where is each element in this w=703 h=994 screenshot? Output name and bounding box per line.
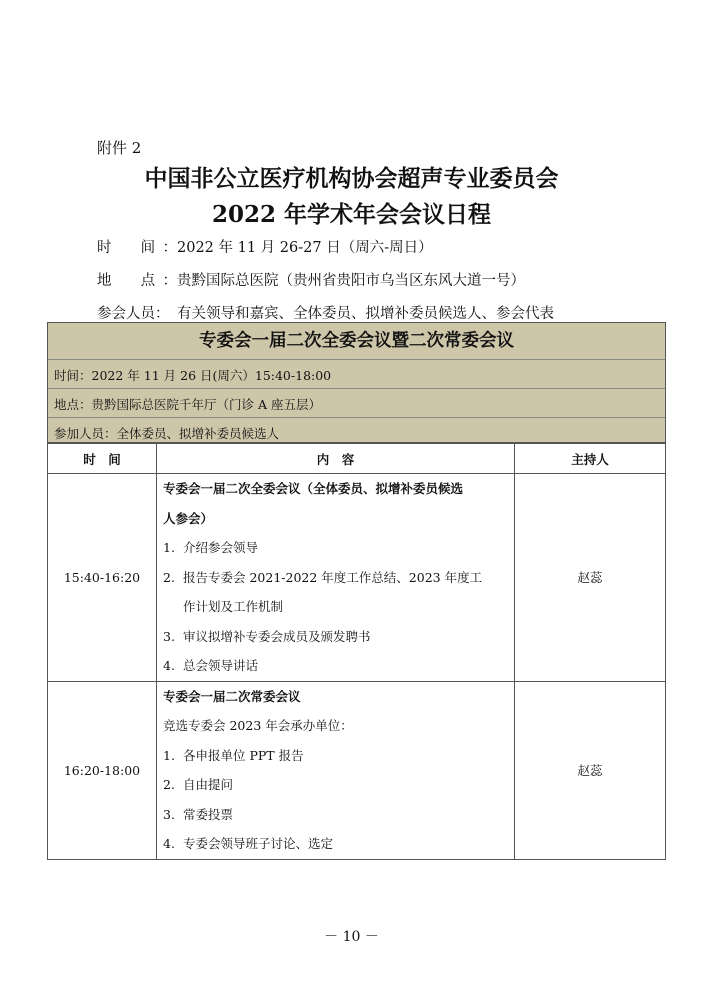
item-text: 审议拟增补专委会成员及颁发聘书 [183, 628, 371, 644]
meta-time-value: 2022 年 11 月 26-27 日（周六-周日） [177, 240, 433, 256]
document-subtitle: 2022 年学术年会会议日程 [211, 201, 492, 228]
header-content: 内 容 [157, 444, 515, 474]
page-number: － 10 － [324, 929, 379, 945]
divider [48, 388, 665, 389]
document-title: 中国非公立医疗机构协会超声专业委员会 [144, 165, 559, 192]
content-line [163, 741, 508, 771]
table-row [48, 681, 666, 859]
table-header-row [48, 444, 666, 474]
item-text: 竞选专委会 2023 年会承办单位： [163, 718, 353, 733]
content-line [163, 800, 508, 830]
item-number: 4. [163, 658, 175, 673]
item-text: 总会领导讲话 [183, 658, 259, 673]
row-host: 赵蕊 [515, 681, 666, 859]
meta-place-label: 地 点： [97, 273, 177, 289]
item-text: 自由提问 [183, 777, 234, 792]
meta-attendees [97, 302, 554, 323]
schedule-table [47, 443, 666, 860]
content-line [163, 651, 508, 681]
header-time: 时 间 [48, 444, 157, 474]
row-time: 16:20-18:00 [48, 681, 157, 859]
item-text: 各申报单位 PPT 报告 [183, 747, 304, 763]
item-text: 专委会一届二次全委会议（全体委员、拟增补委员候选 [163, 481, 464, 496]
item-text: 专委会领导班子讨论、选定 [183, 836, 334, 851]
content-line [163, 682, 508, 712]
item-text: 人参会） [163, 510, 214, 526]
item-number: 4. [163, 836, 175, 851]
content-line [163, 770, 508, 800]
item-number: 2. [163, 569, 175, 585]
session-attendees: 参加人员：全体委员、拟增补委员候选人 [54, 426, 280, 441]
divider [48, 417, 665, 418]
item-number: 3. [163, 806, 175, 822]
meta-time [97, 236, 433, 257]
content-line [163, 592, 508, 622]
content-line [163, 474, 508, 504]
row-content [157, 681, 515, 859]
item-text: 介绍参会领导 [183, 540, 259, 555]
session-title: 专委会一届二次全委会议暨二次常委会议 [199, 331, 514, 351]
content-line [163, 533, 508, 563]
item-text: 报告专委会 2021-2022 年度工作总结、2023 年度工 [183, 569, 483, 585]
item-text: 专委会一届二次常委会议 [163, 688, 301, 704]
item-number: 1. [163, 747, 175, 763]
header-host: 主持人 [515, 444, 666, 474]
content-line [163, 711, 508, 741]
session-place: 地点：贵黔国际总医院千年厅（门诊 A 座五层） [54, 397, 321, 412]
content-line [163, 563, 508, 593]
table-row [48, 474, 666, 682]
meta-place-value: 贵黔国际总医院（贵州省贵阳市乌当区东风大道一号） [177, 273, 525, 289]
row-host: 赵蕊 [515, 474, 666, 682]
content-line [163, 504, 508, 534]
meta-time-label: 时 间： [97, 240, 177, 256]
row-time: 15:40-16:20 [48, 474, 157, 682]
meta-attendees-value: 有关领导和嘉宾、全体委员、拟增补委员候选人、参会代表 [177, 306, 554, 322]
attachment-label: 附件 2 [97, 139, 142, 157]
divider [48, 359, 665, 360]
meta-attendees-label: 参会人员： [97, 306, 170, 322]
item-text: 作计划及工作机制 [183, 599, 284, 614]
session-time: 时间：2022 年 11 月 26 日(周六）15:40-18:00 [54, 368, 332, 383]
content-line [163, 622, 508, 652]
meta-place [97, 269, 525, 290]
item-number: 1. [163, 540, 175, 555]
row-content [157, 474, 515, 682]
item-number: 3. [163, 628, 175, 644]
session-info-box [47, 322, 666, 443]
content-line [163, 829, 508, 859]
item-text: 常委投票 [183, 806, 234, 822]
item-number: 2. [163, 777, 175, 792]
